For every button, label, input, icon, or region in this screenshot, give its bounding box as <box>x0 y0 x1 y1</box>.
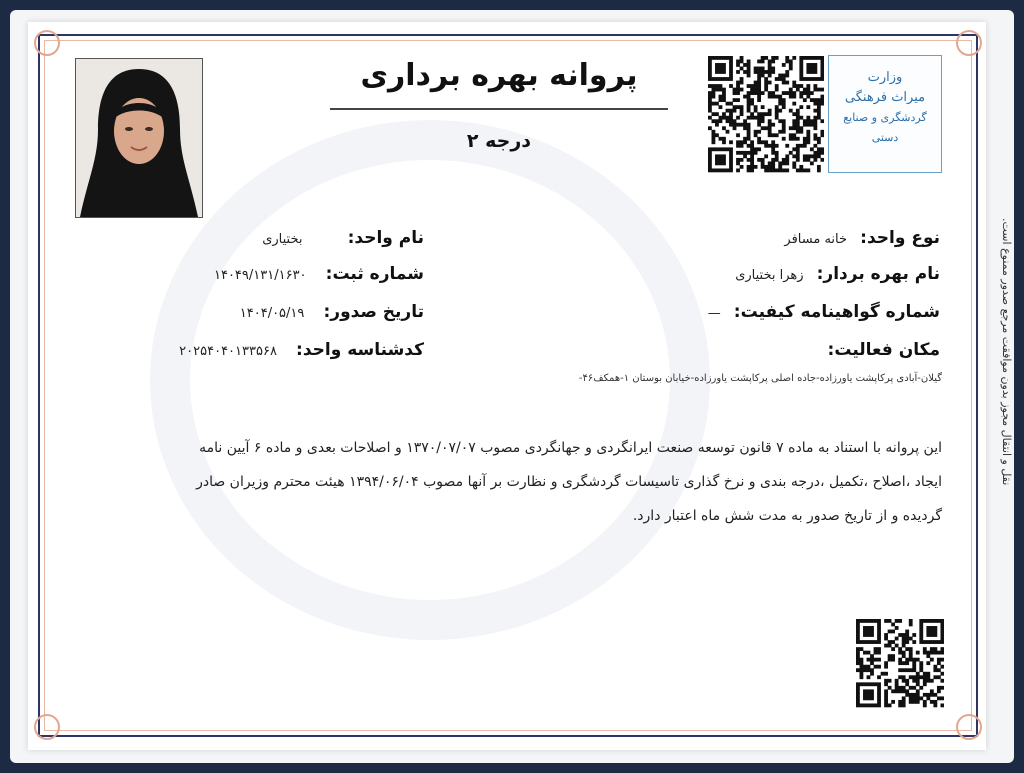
operator-value: زهرا بختیاری <box>735 268 804 283</box>
reg-no-label: شماره ثبت: <box>325 264 424 284</box>
body-line-2: ایجاد ،اصلاح ،تکمیل ،درجه بندی و نرخ گذاری تاسیسات گردشگری و نظارت بر آنها مصوب ۱۳۹۴/۰۶/۰۴ هیئت محترم وزیران صادر <box>196 474 942 490</box>
qr-pattern <box>856 608 944 718</box>
issue-date-field <box>240 302 424 322</box>
body-line-3: گردیده و از تاریخ صدور به مدت شش ماه اعتبار دارد. <box>632 508 942 524</box>
certificate-title: پروانه بهره برداری <box>360 58 638 93</box>
operator-label: نام بهره بردار: <box>816 264 940 284</box>
unit-name-value: بختیاری <box>262 232 303 247</box>
unit-type-label: نوع واحد: <box>860 228 940 248</box>
unit-type-field <box>784 228 940 248</box>
unit-name-field <box>262 228 424 248</box>
unit-id-value: ۲۰۲۵۴۰۴۰۱۳۳۵۶۸ <box>179 344 277 359</box>
operator-field <box>735 264 940 284</box>
qr-code-bottom <box>856 608 944 718</box>
unit-name-label: نام واحد: <box>347 228 424 248</box>
quality-cert-label: شماره گواهینامه کیفیت: <box>733 302 940 322</box>
holder-photo <box>75 58 203 218</box>
unit-id-field <box>179 340 424 360</box>
activity-address: گیلان-آبادی پرکاپشت یاورزاده-جاده اصلی پرکاپشت یاورزاده-خیابان بوستان ۱-همکف۴۶- <box>578 373 942 384</box>
unit-type-value: خانه مسافر <box>784 232 848 247</box>
certificate-grade: درجه ۲ <box>466 130 532 152</box>
corner-ornament-tl <box>34 30 60 56</box>
corner-ornament-bl <box>34 714 60 740</box>
qr-code-top <box>708 54 824 174</box>
reg-no-field <box>214 264 424 284</box>
quality-cert-field <box>708 302 940 322</box>
issue-date-label: تاریخ صدور: <box>323 302 424 322</box>
corner-ornament-br <box>956 714 982 740</box>
quality-cert-value: — <box>707 306 721 321</box>
transfer-notice: نقل و انتقال مجوز بدون موافقت مرجع صدور ممنوع است. <box>1000 218 1013 486</box>
unit-id-label: کدشناسه واحد: <box>296 340 424 360</box>
location-label: مکان فعالیت: <box>827 340 940 360</box>
qr-pattern <box>708 54 824 174</box>
portrait-icon <box>76 59 202 217</box>
logo-line-1: وزارت <box>867 70 903 85</box>
title-divider <box>330 108 668 110</box>
ministry-logo <box>828 55 942 173</box>
logo-line-2: میراث فرهنگی <box>844 90 926 105</box>
body-line-1: این پروانه با استناد به ماده ۷ قانون توسعه صنعت ایرانگردی و جهانگردی مصوب ۱۳۷۰/۰۷/۰۷ و اصلاحات بعدی و ماده ۶ آیین نامه <box>199 440 942 456</box>
corner-ornament-tr <box>956 30 982 56</box>
issue-date-value: ۱۴۰۴/۰۵/۱۹ <box>239 306 305 321</box>
location-field <box>828 340 940 360</box>
reg-no-value: ۱۴۰۴۹/۱۳۱/۱۶۳۰ <box>213 268 307 283</box>
logo-line-3: گردشگری و صنایع دستی <box>843 111 927 144</box>
